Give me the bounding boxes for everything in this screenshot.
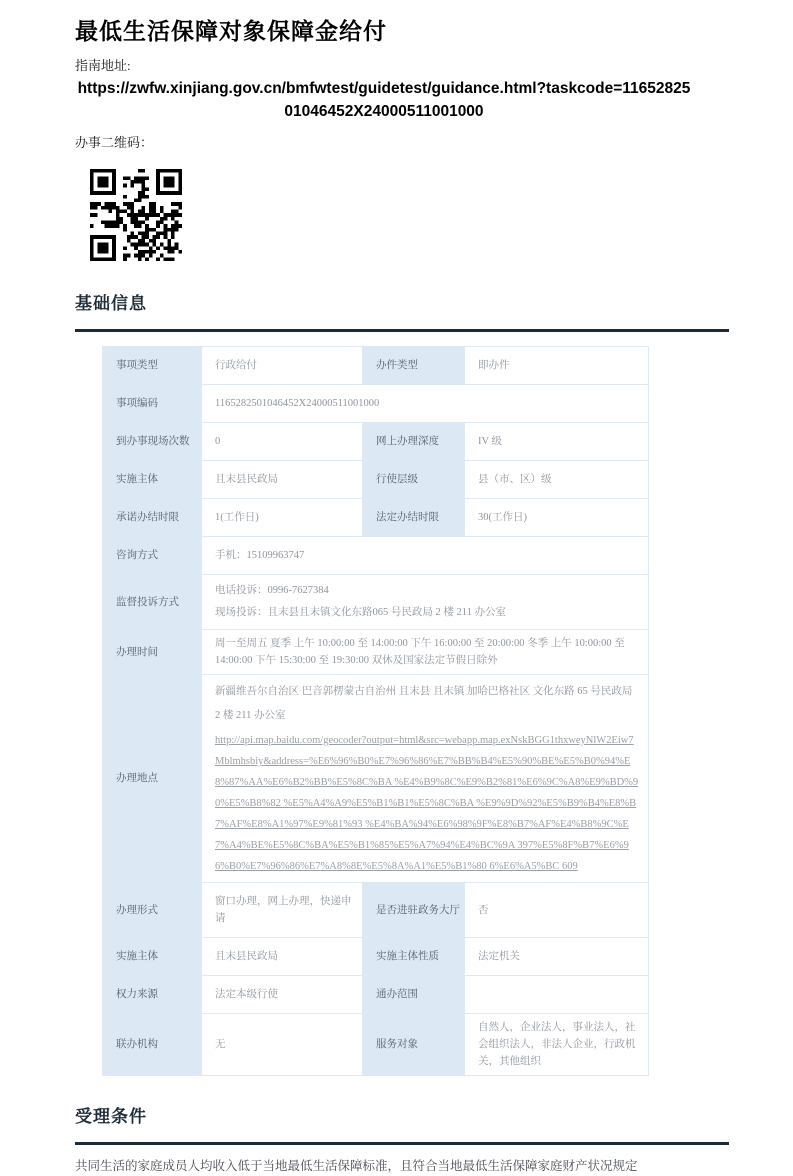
field-label: 通办范围 [363,976,465,1014]
section-heading-conditions: 受理条件 [75,1107,147,1126]
basic-info-table-wrap [102,346,648,1076]
field-label: 办理形式 [103,883,202,938]
guide-url-label: 指南地址: [75,58,131,73]
field-label: 监督投诉方式 [103,575,202,630]
table-row [103,976,649,1014]
field-value: 30(工作日) [465,499,649,537]
field-label: 联办机构 [103,1014,202,1076]
field-label: 实施主体性质 [363,938,465,976]
field-value: 即办件 [465,347,649,385]
field-label: 法定办结时限 [363,499,465,537]
qr-code-icon [90,169,182,261]
table-row [103,423,649,461]
field-label: 事项类型 [103,347,202,385]
field-value: 1165282501046452X24000511001000 [202,385,649,423]
table-row [103,537,649,575]
guide-url-text: https://zwfw.xinjiang.gov.cn/bmfwtest/guidetest/guidance.html?taskcode=1165282501046452X24000511001000 [77,80,691,120]
field-value: 0 [202,423,363,461]
field-value: IV 级 [465,423,649,461]
field-label: 承诺办结时限 [103,499,202,537]
field-value [202,675,649,883]
field-value: 窗口办理，网上办理，快递申请 [202,883,363,938]
table-row [103,630,649,675]
field-value: 县（市、区）级 [465,461,649,499]
field-label: 网上办理深度 [363,423,465,461]
qr-code-label: 办事二维码： [75,135,154,150]
field-value: 法定机关 [465,938,649,976]
section-divider [75,329,729,332]
field-label: 办件类型 [363,347,465,385]
field-label: 事项编码 [103,385,202,423]
field-label: 行使层级 [363,461,465,499]
field-value: 无 [202,1014,363,1076]
field-label: 实施主体 [103,938,202,976]
field-value: 周一至周五 夏季 上午 10:00:00 至 14:00:00 下午 16:00:00 至 20:00:00 冬季 上午 10:00:00 至 14:00:00 下午 15:30:00 至 19:30:00 双休及国家法定节假日除外 [202,630,649,675]
table-row [103,499,649,537]
section-heading-basic-info: 基础信息 [75,294,147,313]
table-row [103,385,649,423]
table-row [103,675,649,883]
field-label: 办理地点 [103,675,202,883]
field-value [465,976,649,1014]
basic-info-table [102,346,649,1076]
field-value: 法定本级行使 [202,976,363,1014]
map-link[interactable]: http://api.map.baidu.com/geocoder?output=html&src=webapp.map.exNskBGG1thxweyNlW2Eiw7Mblmhsbiy&address=%E6%96%B0%E7%96%86%E7%BB%B4%E5%90%BE%E5%B0%94%E8%87%AA%E6%B2%BB%E5%8C%BA %E4%B9%8C%E9%B2%81%E6%9C%A8%E9%BD%90%E5%B8%82 %E5%A4%A9%E5%B1%B1%E5%8C%BA %E9%9D%92%E5%B9%B4%E8%B7%AF%E8%A1%97%E9%81%93 %E4%BA%94%E6%98%9F%E8%B7%AF%E4%B8%9C%E7%A4%BE%E5%8C%BA%E5%B1%85%E5%A7%94%E4%BC%9A 397%E5%8F%B7%E6%96%B0%E7%96%86%E7%A8%8E%E5%8A%A1%E5%B1%80 6%E6%A5%BC 609 [215,735,639,872]
acceptance-condition-text: 共同生活的家庭成员人均收入低于当地最低生活保障标准，且符合当地最低生活保障家庭财产状况规定 [75,1159,638,1173]
field-label: 实施主体 [103,461,202,499]
field-value: 自然人，企业法人，事业法人，社会组织法人，非法人企业，行政机关，其他组织 [465,1014,649,1076]
table-row [103,883,649,938]
field-value: 手机：15109963747 [202,537,649,575]
office-address: 新疆维吾尔自治区 巴音郭楞蒙古自治州 且末县 且末镇 加哈巴格社区 文化东路 65 号民政局 2 楼 211 办公室 [215,686,633,721]
complaint-phone-line: 电话投诉：0996-7627384 [215,585,329,596]
field-value: 否 [465,883,649,938]
field-label: 办理时间 [103,630,202,675]
table-row [103,347,649,385]
field-value [202,575,649,630]
field-value: 且末县民政局 [202,938,363,976]
field-value: 1(工作日) [202,499,363,537]
field-value: 且末县民政局 [202,461,363,499]
field-label: 到办事现场次数 [103,423,202,461]
field-label: 服务对象 [363,1014,465,1076]
field-value: 行政给付 [202,347,363,385]
complaint-site-line: 现场投诉：且末县且末镇文化东路065 号民政局 2 楼 211 办公室 [215,607,506,618]
table-row [103,575,649,630]
table-row [103,938,649,976]
field-label: 是否进驻政务大厅 [363,883,465,938]
table-row [103,1014,649,1076]
page-title: 最低生活保障对象保障金给付 [75,18,387,44]
field-label: 咨询方式 [103,537,202,575]
qr-code [90,169,182,261]
field-label: 权力来源 [103,976,202,1014]
table-row [103,461,649,499]
section-divider [75,1142,729,1145]
